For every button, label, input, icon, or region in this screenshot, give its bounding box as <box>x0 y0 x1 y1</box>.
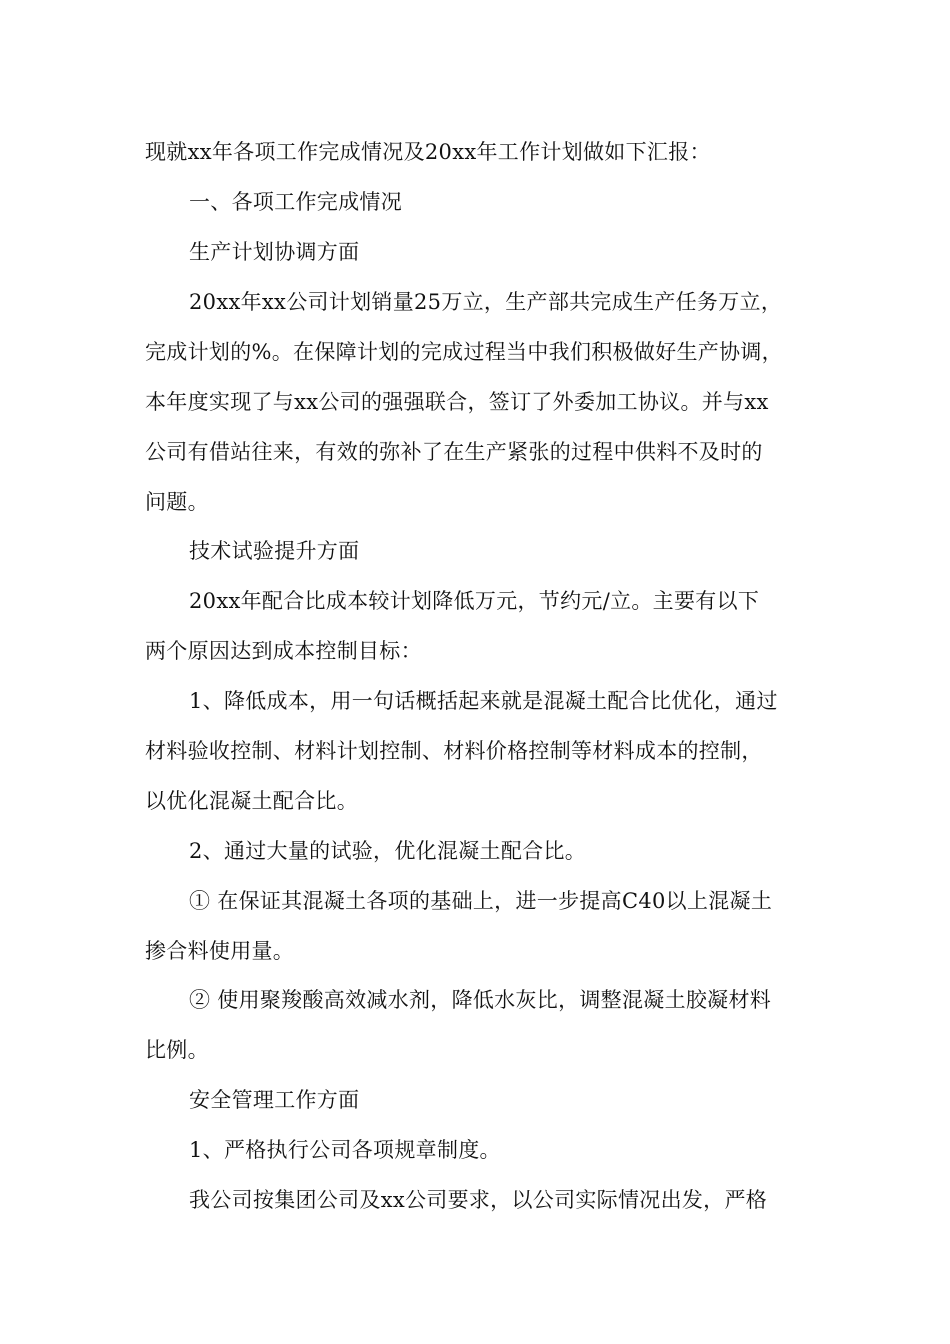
paragraph-line: 公司有借站往来，有效的弥补了在生产紧张的过程中供料不及时的 <box>145 440 763 464</box>
list-item-line: 材料验收控制、材料计划控制、材料价格控制等材料成本的控制， <box>145 739 763 763</box>
paragraph-line: 问题。 <box>145 490 209 514</box>
subsection-heading-safety: 安全管理工作方面 <box>189 1088 360 1112</box>
paragraph-line: 本年度实现了与xx公司的强强联合，签订了外委加工协议。并与xx <box>145 390 769 414</box>
list-item-line: 1、降低成本，用一句话概括起来就是混凝土配合比优化，通过 <box>189 689 778 713</box>
paragraph-line: 我公司按集团公司及xx公司要求，以公司实际情况出发，严格 <box>189 1188 768 1212</box>
list-item-line: 1、严格执行公司各项规章制度。 <box>189 1138 501 1162</box>
intro-line: 现就xx年各项工作完成情况及20xx年工作计划做如下汇报： <box>145 140 711 164</box>
sub-list-item-line: 掺合料使用量。 <box>145 939 295 963</box>
paragraph-line: 20xx年xx公司计划销量25万立，生产部共完成生产任务万立， <box>189 290 783 314</box>
paragraph-line: 20xx年配合比成本较计划降低万元，节约元/立。主要有以下 <box>189 589 760 613</box>
sub-list-item-line: 比例。 <box>145 1038 209 1062</box>
sub-list-item-line: ① 在保证其混凝土各项的基础上，进一步提高C40以上混凝土 <box>189 889 773 913</box>
sub-list-item-line: ② 使用聚羧酸高效减水剂，降低水灰比，调整混凝土胶凝材料 <box>189 988 772 1012</box>
list-item-line: 2、通过大量的试验，优化混凝土配合比。 <box>189 839 587 863</box>
subsection-heading-production: 生产计划协调方面 <box>189 240 360 264</box>
subsection-heading-technical: 技术试验提升方面 <box>189 539 360 563</box>
paragraph-line: 两个原因达到成本控制目标： <box>145 639 422 663</box>
paragraph-line: 完成计划的%。在保障计划的完成过程当中我们积极做好生产协调， <box>145 340 783 364</box>
list-item-line: 以优化混凝土配合比。 <box>145 789 358 813</box>
section-heading: 一、各项工作完成情况 <box>189 190 402 214</box>
